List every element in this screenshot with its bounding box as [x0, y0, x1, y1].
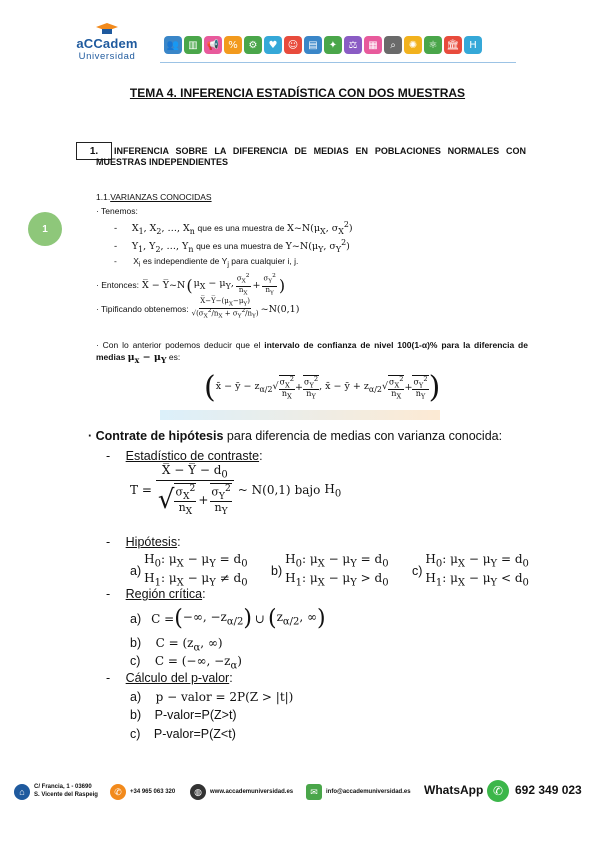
subsection-heading — [96, 192, 212, 203]
sample-x-line: - $X_1$, $X_2$, …, $X_n$ que es una muestra de $X\sim N(\mu_X$, $\sigma_X^2$) — [114, 220, 353, 237]
region-b: b) $C = (z_\alpha$, ∞) — [130, 636, 223, 654]
mail-icon: ✉ — [306, 784, 322, 800]
contrast-heading-rest: para diferencia de medias con varianza conocida: — [223, 429, 503, 443]
region-line: - Región crítica: — [106, 587, 206, 601]
hyp-b-label: b) — [271, 564, 283, 579]
footer-email[interactable]: info@accademuniversidad.es — [326, 789, 411, 795]
brand-subtitle: Universidad — [78, 51, 136, 62]
pvalue-b-label: b) — [130, 708, 142, 722]
paragraph-pre: · Con lo anterior podemos deducir que el — [96, 340, 265, 350]
calculo-label: Cálculo del p-valor — [125, 671, 230, 685]
footer-phone[interactable]: +34 965 063 320 — [130, 789, 176, 795]
phone-icon: ✆ — [110, 784, 126, 800]
hospital-icon[interactable]: H — [464, 36, 482, 54]
hypothesis-a: a) $H_0$: $\mu_X - \mu_Y = d_0$ $H_1$: $\mu_X - \mu_Y \ne d_0$ — [130, 552, 248, 589]
atom-icon[interactable]: ⚛ — [424, 36, 442, 54]
pvalue-c-label: c) — [130, 727, 141, 741]
address-line-1: C/ Francia, 1 - 03690 — [34, 784, 92, 790]
bajo-text: bajo — [294, 483, 321, 498]
independence-tail: para cualquier i, j. — [231, 256, 299, 266]
region-a: a) C = ( −∞, $-z_{\alpha/2}$ ) ∪ ( $z_{\alpha/2}$, ∞ ) — [130, 606, 326, 631]
pvalue-c — [130, 726, 236, 742]
scales-icon[interactable]: ⚖ — [344, 36, 362, 54]
hyp-c-label: c) — [412, 564, 423, 579]
scientist-icon[interactable]: ☺ — [284, 36, 302, 54]
category-icons — [164, 36, 482, 60]
subsection-title: VARIANZAS CONOCIDAS — [110, 192, 212, 202]
brand-logo — [72, 22, 142, 72]
hypothesis-c: c) $H_0$: $\mu_X - \mu_Y = d_0$ $H_1$: $\mu_X - \mu_Y < d_0$ — [412, 552, 529, 589]
book-icon[interactable]: ▤ — [304, 36, 322, 54]
sample-y-line: - $Y_1$, $Y_2$, …, $Y_n$ que es una muestra de $Y\sim N(\mu_Y$, $\sigma_Y^2$) — [114, 238, 350, 255]
brand-name: aCCadem — [76, 36, 138, 51]
footer — [0, 776, 595, 806]
pvalue-a: a) p − valor = 2P(Z > |t|) — [130, 690, 294, 704]
region-c: c) C = (−∞, $-z_\alpha$) — [130, 654, 242, 672]
pvalue-a-label: a) — [130, 690, 142, 704]
test-statistic-formula: T = X̅ − Y̅ − $d_0$ √ $\frac{\sigma_X^2}{n_X}$ + $\frac{\sigma_Y^2}{n_Y}$ ~ N(0,1) bajo $H_0$ — [130, 463, 342, 518]
watermark-band — [160, 410, 440, 420]
heartbeat-icon[interactable]: ♥ — [264, 36, 282, 54]
paragraph-bold: intervalo de confianza de nivel 100(1-α)% para la diferencia de medias — [96, 340, 528, 362]
magnifier-icon[interactable]: ⌕ — [384, 36, 402, 54]
tipificando-line: · Tipificando obtenemos: $\frac{X̅-Y̅-(\mu_X-\mu_Y)}{√(\sigma_X^2/n_X + \sigma_Y^2/n_Y)}$ ~N(0,1) — [96, 297, 300, 320]
region-b-label: b) — [130, 636, 142, 650]
hipotesis-label: Hipótesis — [125, 535, 178, 549]
chart-icon[interactable]: ▥ — [184, 36, 202, 54]
graduation-cap-icon — [96, 22, 118, 34]
estadistico-label: Estadístico de contraste — [125, 449, 260, 463]
tipificando-label: · Tipificando obtenemos: — [96, 303, 189, 314]
sample-x-text: que es una muestra de — [197, 223, 285, 234]
whatsapp-icon[interactable]: ✆ — [487, 780, 509, 802]
gear-icon[interactable]: ⚙ — [244, 36, 262, 54]
sample-y-text: que es una muestra de — [196, 241, 284, 252]
megaphone-icon[interactable]: 📢 — [204, 36, 222, 54]
section-title: INFERENCIA SOBRE LA DIFERENCIA DE MEDIAS EN POBLACIONES NORMALES CON MUESTRAS INDEPENDIENTES — [96, 146, 526, 167]
calculo-line: - Cálculo del p-valor: — [106, 671, 233, 685]
whatsapp-number[interactable]: 692 349 023 — [515, 783, 582, 797]
hyp-a-label: a) — [130, 564, 142, 579]
lightbulb-icon[interactable]: ✺ — [404, 36, 422, 54]
header-divider — [160, 62, 516, 63]
pvalue-c-text: P-valor=P(Z<t) — [153, 727, 236, 741]
people-icon[interactable]: 👥 — [164, 36, 182, 54]
percent-icon[interactable]: % — [224, 36, 242, 54]
desk-icon[interactable]: ▦ — [364, 36, 382, 54]
estadistico-line: - Estadístico de contraste: — [106, 449, 263, 463]
hipotesis-line: - Hipótesis: — [106, 535, 181, 549]
confidence-interval-paragraph: · Con lo anterior podemos deducir que el intervalo de confianza de nivel 100(1-α)% para la diferencia de medias $\mu_x - \mu_Y$ es: — [96, 340, 528, 365]
region-c-label: c) — [130, 654, 141, 668]
confidence-interval-formula: ( x̄ − ȳ − $z_{\alpha/2}√$ $\frac{\sigma_X^2}{n_X}$ + $\frac{\sigma_Y^2}{n_Y}$ , x̄ − ȳ + $z_{\alpha/2}√$ $\frac{\sigma_X^2}{n_X}$ + $\frac{\sigma_Y^2}{n_Y}$ ) — [204, 370, 441, 405]
contrast-heading — [88, 428, 502, 444]
footer-web[interactable]: www.accademuniversidad.es — [210, 789, 294, 795]
globe-icon: ◍ — [190, 784, 206, 800]
paragraph-post: es: — [166, 352, 181, 362]
dna-icon[interactable]: ✦ — [324, 36, 342, 54]
entonces-label: · Entonces: — [96, 279, 139, 290]
hypothesis-b: b) $H_0$: $\mu_X - \mu_Y = d_0$ $H_1$: $\mu_X - \mu_Y > d_0$ — [271, 552, 389, 589]
region-a-label: a) — [130, 611, 142, 626]
pvalue-b-text: P-valor=P(Z>t) — [154, 708, 237, 722]
subsection-number: 1.1. — [96, 192, 111, 202]
whatsapp-label: WhatsApp — [424, 783, 484, 797]
page-title: TEMA 4. INFERENCIA ESTADÍSTICA CON DOS MUESTRAS — [129, 86, 466, 100]
entonces-line: · Entonces: X̅ − Y̅~N ( $\mu_X - \mu_Y$, $\frac{\sigma_X^2}{n_X}$ + $\frac{\sigma_Y^2}{n_Y}$ ) — [96, 273, 286, 296]
contrast-heading-bold: · Contrate de hipótesis — [88, 429, 224, 443]
home-icon: ⌂ — [14, 784, 30, 800]
region-label: Región crítica — [125, 587, 203, 601]
tenemos-label: · Tenemos: — [96, 206, 138, 216]
page-number-badge: 1 — [28, 212, 62, 246]
pvalue-b — [130, 707, 237, 723]
building-icon[interactable]: 🏛 — [444, 36, 462, 54]
independence-text: es independiente de — [142, 256, 220, 266]
footer-address — [34, 783, 98, 799]
independence-line: - $X_i$ es independiente de $Y_j$ para cualquier i, j. — [114, 256, 299, 269]
section-number: 1. — [76, 142, 112, 160]
address-line-2: S. Vicente del Raspeig — [34, 792, 98, 798]
